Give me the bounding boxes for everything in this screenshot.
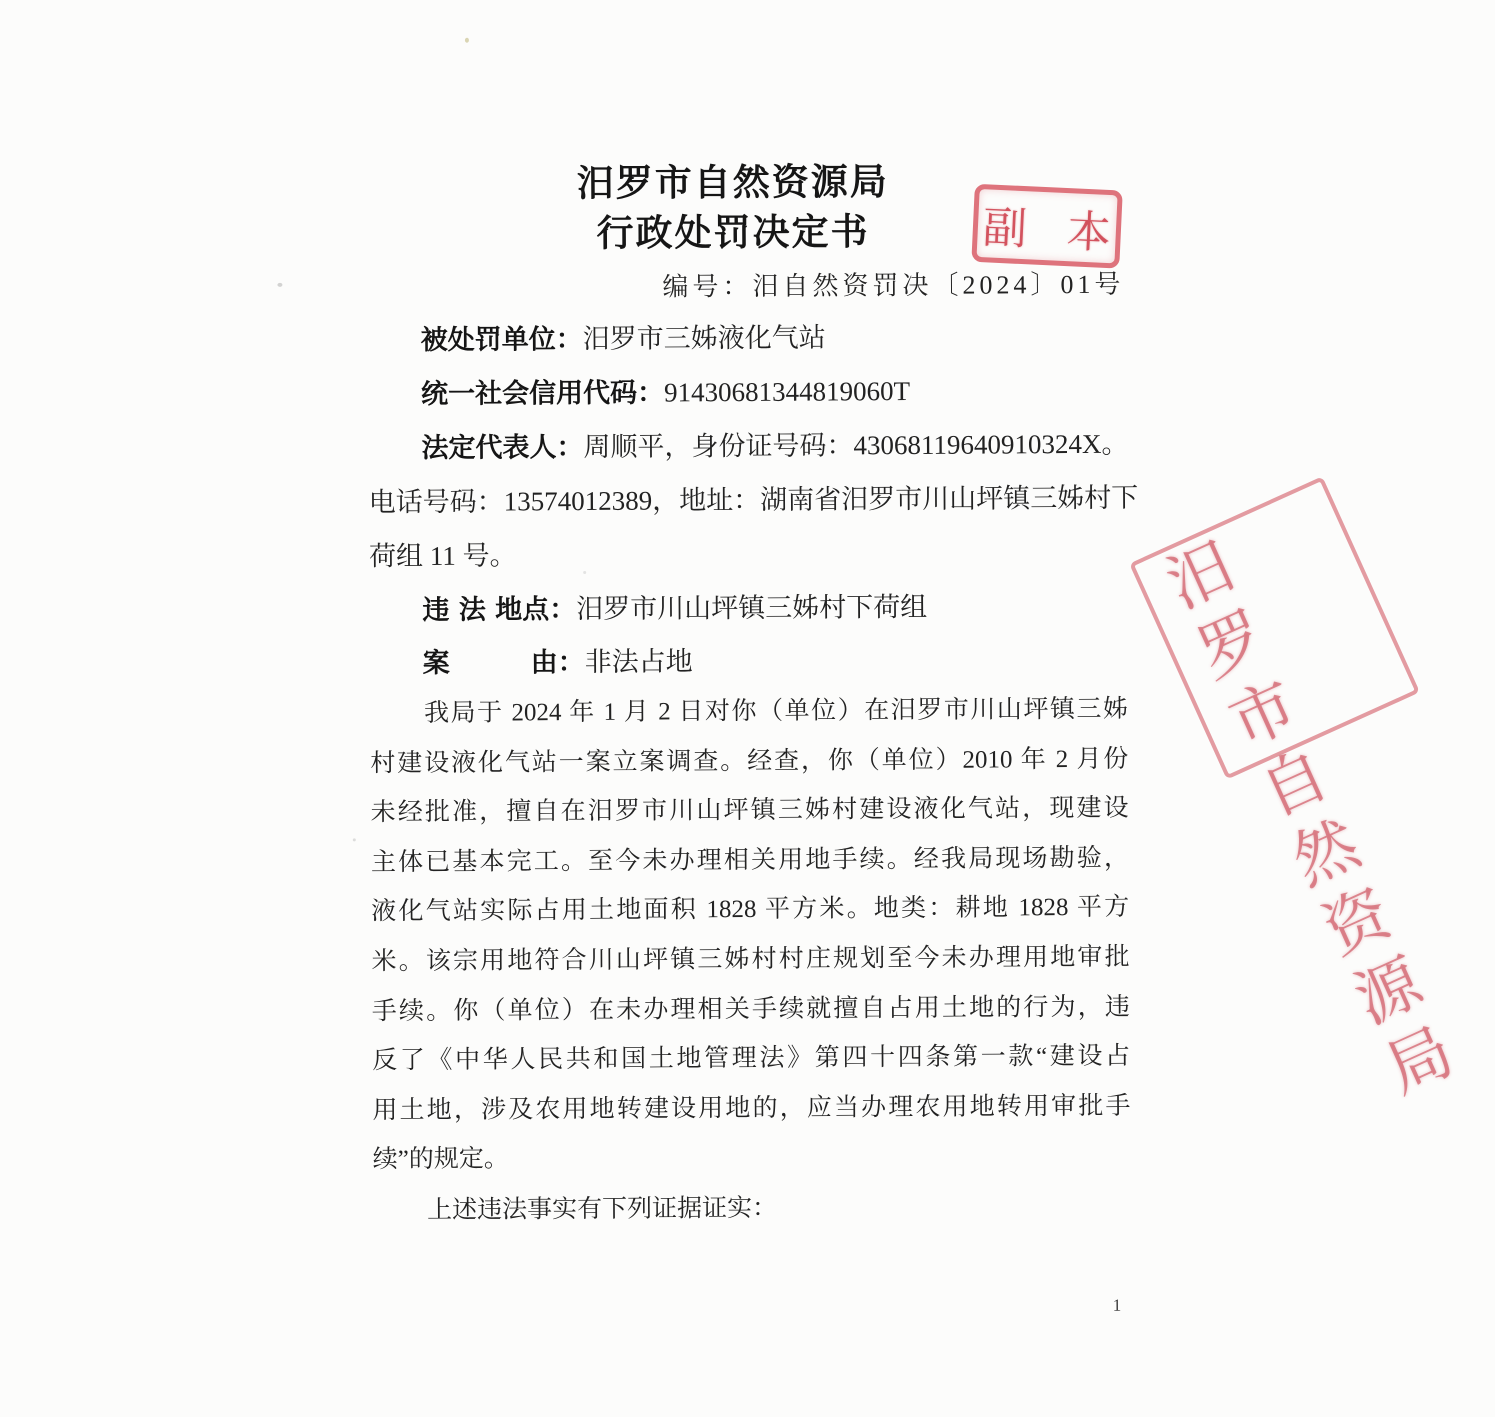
contact-line1-text: 电话号码：13574012389，地址：湖南省汨罗市川山坪镇三姊村下 [368, 482, 1138, 518]
duplicate-copy-stamp-text: 副本 [981, 203, 1152, 260]
legal-rep-label: 法定代表人： [420, 432, 584, 464]
duplicate-copy-stamp [971, 184, 1152, 269]
body-line: 主体已基本完工。至今未办理相关用地手续。经我局现场勘验， [370, 844, 1129, 877]
penalized-unit-label: 被处罚单位： [420, 324, 583, 356]
scan-noise-speck [464, 38, 468, 43]
field-credit-code [367, 372, 1127, 414]
body-line: 反了《中华人民共和国土地管理法》第四十四条第一款“建设占 [371, 1042, 1130, 1075]
body-line: 未经批准，擅自在汨罗市川山坪镇三姊村建设液化气站，现建设 [370, 794, 1129, 827]
violation-place-value: 汨罗市川山坪镇三姊村下荷组 [575, 591, 927, 625]
body-line: 村建设液化气站一案立案调查。经查，你（单位）2010 年 2 月份 [369, 745, 1128, 777]
field-cause [369, 641, 1129, 683]
credit-code-value: 91430681344819060T [663, 376, 910, 408]
contact-address-line-1 [368, 480, 1138, 521]
body-line: 米。该宗用地符合川山坪镇三姊村村庄规划至今未办理用地审批 [370, 943, 1130, 976]
official-seal-partial [1129, 476, 1464, 1116]
cause-value: 非法占地 [584, 646, 693, 677]
penalized-unit-value: 汨罗市三姊液化气站 [582, 322, 826, 355]
contact-address-line-2 [368, 534, 1128, 575]
evidence-intro-line: 上述违法事实有下列证据证实： [426, 1194, 777, 1224]
page-number: 1 [1112, 1295, 1121, 1315]
contact-line2-text: 荷组 11 号。 [368, 540, 517, 572]
scan-noise-speck [583, 571, 586, 574]
official-seal-text: 汨罗市自然资源局 [1148, 532, 1464, 1116]
field-penalized-unit [367, 318, 1127, 360]
credit-code-label: 统一社会信用代码： [420, 377, 664, 410]
title-line-2: 行政处罚决定书 [595, 210, 870, 255]
legal-rep-value: 周顺平，身份证号码：43068119640910324X。 [582, 428, 1128, 463]
scanned-content [243, 0, 1464, 1417]
scan-noise-speck [352, 838, 355, 841]
document-number: 编号：汨自然资罚决〔2024〕01号 [661, 269, 1125, 302]
cause-label: 案 由： [422, 646, 585, 679]
body-line: 液化气站实际占用土地面积 1828 平方米。地类：耕地 1828 平方 [370, 894, 1129, 926]
title-line-1: 汨罗市自然资源局 [576, 160, 889, 206]
body-line: 手续。你（单位）在未办理相关手续就擅自占用土地的行为，违 [371, 993, 1130, 1025]
body-line: 用土地，涉及农用地转建设用地的，应当办理农用地转用审批手 [371, 1092, 1131, 1125]
body-line: 续”的规定。 [372, 1145, 509, 1174]
body-paragraph [369, 691, 1130, 1192]
document-page [248, 0, 1464, 1414]
body-line: 我局于 2024 年 1 月 2 日对你（单位）在汨罗市川山坪镇三姊 [423, 695, 1128, 727]
scan-noise-speck [277, 283, 282, 287]
field-violation-place [369, 588, 1129, 630]
field-legal-representative [368, 426, 1128, 468]
violation-place-label: 违 法 地点： [421, 594, 576, 626]
